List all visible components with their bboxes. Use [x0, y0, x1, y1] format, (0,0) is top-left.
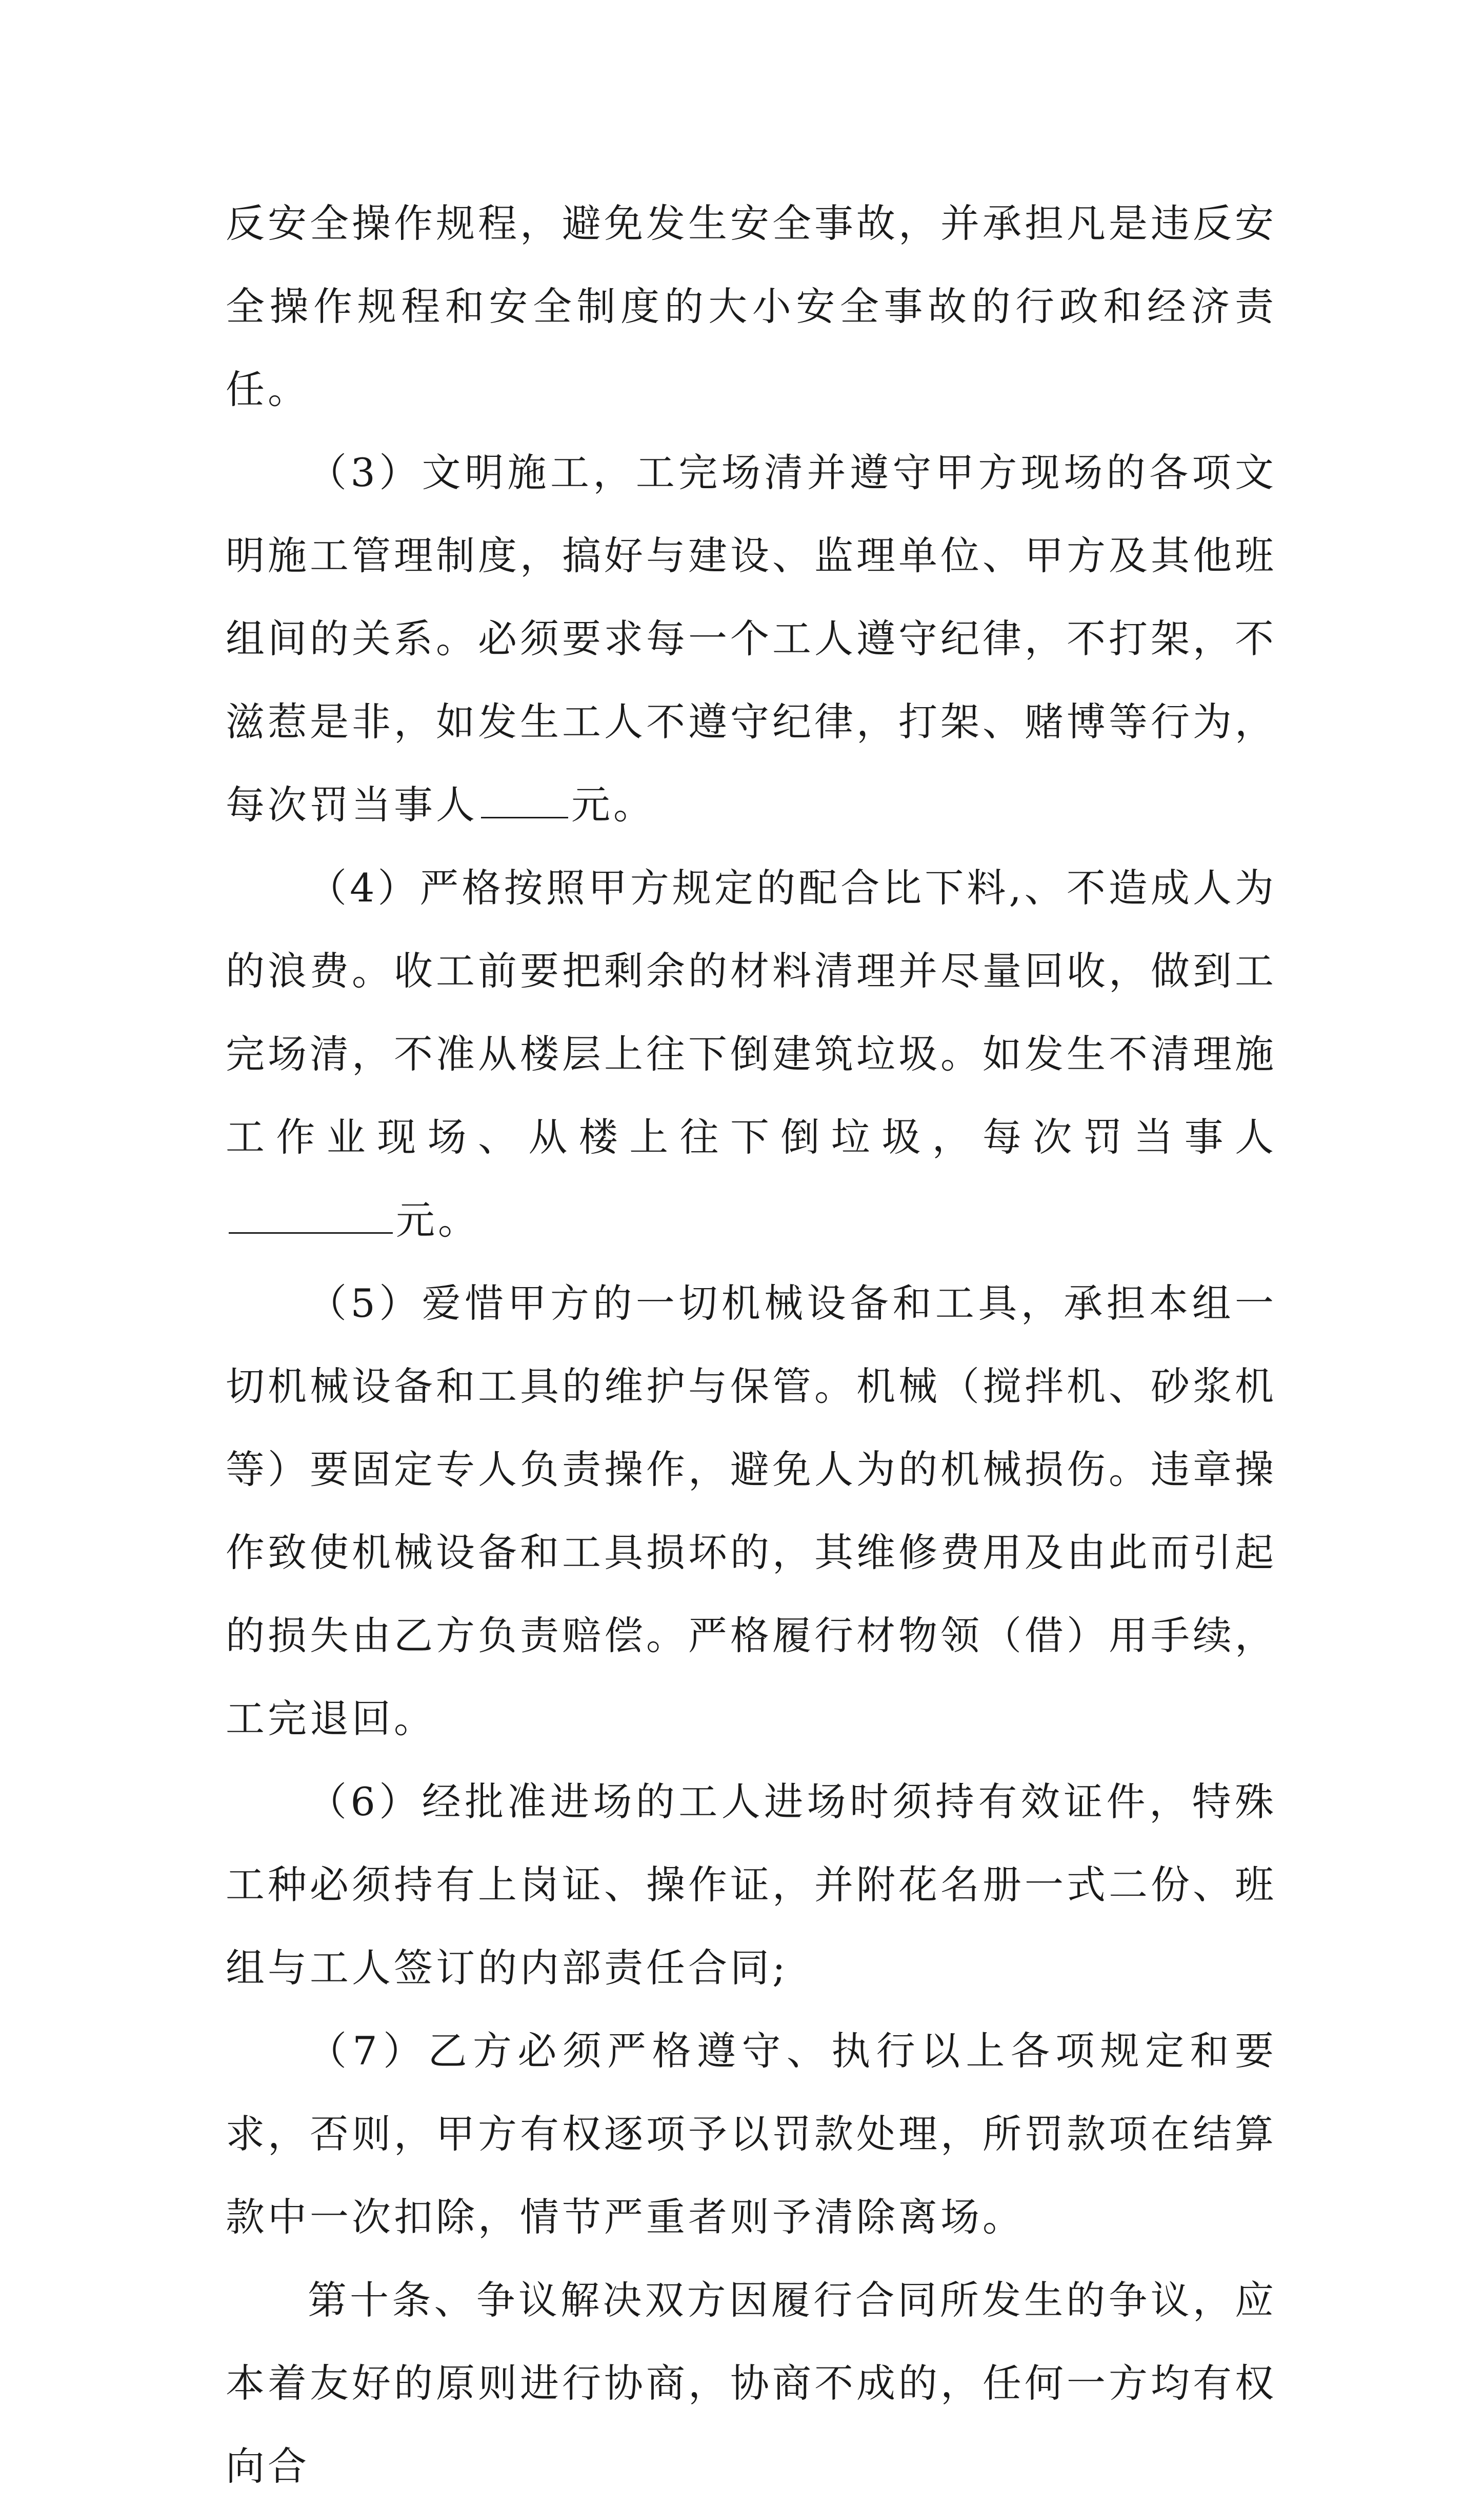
paragraph-text: （7）乙方必须严格遵守、执行以上各项规定和要求，否则，甲方有权逐项予以罚款处理，所罚款项在结算款中一次扣除，情节严重者则予清除离场。 — [226, 2028, 1277, 2240]
paragraph-item-5 — [226, 1262, 1277, 1760]
paragraph-continuation — [226, 182, 1277, 431]
paragraph-suffix: 元。 — [571, 782, 655, 828]
paragraph-text: （5）爱惜甲方的一切机械设备和工具，承担本组一切机械设备和工具的维护与保管。机械（搅拌机、砂浆机等）要固定专人负责操作，避免人为的机械损伤。违章操作致使机械设备和工具损坏的，其维修费用及由此而引起的损失由乙方负责赔偿。严格履行材物领（借）用手续，工完退回。 — [226, 1280, 1277, 1741]
paragraph-item-7 — [226, 2010, 1277, 2259]
fill-in-blank[interactable] — [229, 1200, 393, 1234]
paragraph-text: （3）文明施工，工完场清并遵守甲方现场的各项文明施工管理制度，搞好与建设、监理单位、甲方及其他班组间的关系。必须要求每一个工人遵守纪律，不打架，不滋惹是非，如发生工人不遵守纪律，打架、赌博等行为，每次罚当事人 — [226, 450, 1277, 828]
paragraph-text: （6）经批准进场的工人进场时须持有效证件，特殊工种必须持有上岗证、操作证，并附花名册一式二份、班组与工人签订的内部责任合同; — [226, 1779, 1277, 1991]
paragraph-text: （4）严格按照甲方规定的配合比下料,、不造成人为的浪费。收工前要把剩余的材料清理并尽量回收，做到工完场清，不准从楼层上往下倒建筑垃圾。如发生不清理施工作业现场、从楼上往下倒垃圾，每次罚当事人 — [226, 865, 1277, 1160]
paragraph-suffix: 元。 — [396, 1197, 480, 1243]
paragraph-item-4 — [226, 847, 1277, 1262]
paragraph-text: 第十条、争议解决双方因履行合同所发生的争议，应本着友好的原则进行协商，协商不成的，任何一方均有权向合 — [226, 2277, 1277, 2489]
fill-in-blank[interactable] — [481, 785, 568, 818]
paragraph-item-6 — [226, 1760, 1277, 2010]
document-body — [226, 182, 1277, 2508]
paragraph-text: 反安全操作规程，避免发生安全事故，并承担凡是违反安全操作规程和安全制度的大小安全事故的行政和经济责任。 — [226, 200, 1277, 412]
paragraph-article-10 — [226, 2259, 1277, 2508]
paragraph-item-3 — [226, 431, 1277, 847]
